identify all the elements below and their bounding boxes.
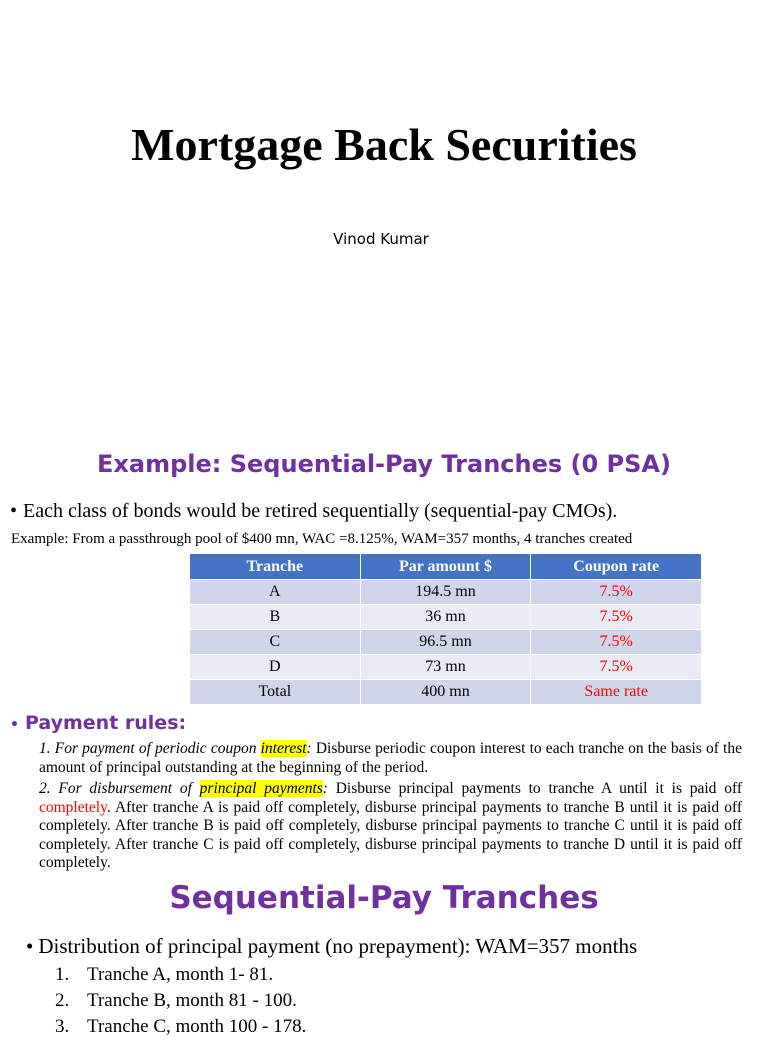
bullet-text: Each class of bonds would be retired sequentially (sequential-pay CMOs). xyxy=(23,500,618,522)
rule-text: . After tranche A is paid off completely, disburse principal payments to tranche B until it is paid off completely. After tranche B is paid off completely, disburse principal payments to tranche C until it is paid off completely. After tranche C is paid off completely, disburse principal payments to tranche D until it is paid off completely. xyxy=(39,798,742,871)
table-row xyxy=(190,605,702,630)
bullet-point xyxy=(10,500,617,523)
emphasis-word: completely xyxy=(39,798,107,816)
table-cell: Total xyxy=(190,680,361,705)
list-text: Tranche A, month 1- 81. xyxy=(87,964,274,985)
bullet-icon: • xyxy=(10,717,19,733)
bullet-point xyxy=(26,934,637,959)
slide-title: Example: Sequential-Pay Tranches (0 PSA) xyxy=(97,450,671,478)
table-cell: C xyxy=(190,630,361,655)
rule-text: Disburse periodic coupon interest to each tranche on the basis of the amount of principal outstanding at the beginning of the period. xyxy=(39,740,742,776)
highlighted-term: principal payments xyxy=(199,780,323,797)
list-item xyxy=(55,988,306,1014)
list-text: Tranche C, month 100 - 178. xyxy=(87,1016,307,1037)
list-item xyxy=(55,1014,306,1040)
table-cell: 194.5 mn xyxy=(360,580,531,605)
author-name: Vinod Kumar xyxy=(333,230,429,248)
rule-principal xyxy=(39,780,742,873)
table-cell: 96.5 mn xyxy=(360,630,531,655)
table-cell: 7.5% xyxy=(531,605,702,630)
main-title: Mortgage Back Securities xyxy=(131,119,637,170)
rule-colon: : xyxy=(322,780,328,797)
list-text: Tranche B, month 81 - 100. xyxy=(87,990,297,1011)
list-number: 3. xyxy=(55,1016,70,1037)
rules-heading xyxy=(10,712,186,734)
highlighted-term: interest xyxy=(260,740,307,757)
rule-colon: : xyxy=(306,740,312,757)
list-item xyxy=(55,962,306,988)
table-cell: A xyxy=(190,580,361,605)
bullet-icon: • xyxy=(26,934,34,958)
title-slide xyxy=(0,0,768,420)
rule-text: Disburse principal payments to tranche A until it is paid off xyxy=(327,780,742,797)
table-cell: D xyxy=(190,655,361,680)
table-cell: B xyxy=(190,605,361,630)
table-header-row xyxy=(190,554,702,580)
table-row xyxy=(190,630,702,655)
table-cell: 7.5% xyxy=(531,655,702,680)
table-row xyxy=(190,580,702,605)
example-slide xyxy=(0,440,768,871)
list-number: 2. xyxy=(55,990,70,1011)
tranche-table xyxy=(189,553,702,705)
table-cell: 36 mn xyxy=(360,605,531,630)
table-row xyxy=(190,680,702,705)
rules-heading-text: Payment rules: xyxy=(24,712,187,734)
table-row xyxy=(190,655,702,680)
bullet-text: Distribution of principal payment (no prepayment): WAM=357 months xyxy=(38,934,638,958)
table-cell: Same rate xyxy=(531,680,702,705)
column-header: Par amount $ xyxy=(360,554,531,580)
example-text: Example: From a passthrough pool of $400 mn, WAC =8.125%, WAM=357 months, 4 tranches created xyxy=(11,531,633,547)
rule-lead: 1. For payment of periodic coupon xyxy=(39,740,261,757)
column-header: Tranche xyxy=(190,554,361,580)
column-header: Coupon rate xyxy=(531,554,702,580)
slide-title: Sequential-Pay Tranches xyxy=(169,880,599,916)
sequential-slide xyxy=(0,868,768,1037)
list-number: 1. xyxy=(55,964,70,985)
tranche-list xyxy=(55,962,306,1040)
table-cell: 73 mn xyxy=(360,655,531,680)
rule-lead: 2. For disbursement of xyxy=(39,780,200,797)
bullet-icon: • xyxy=(10,500,18,522)
table-cell: 7.5% xyxy=(531,580,702,605)
table-cell: 7.5% xyxy=(531,630,702,655)
table-cell: 400 mn xyxy=(360,680,531,705)
rule-interest xyxy=(39,740,742,777)
